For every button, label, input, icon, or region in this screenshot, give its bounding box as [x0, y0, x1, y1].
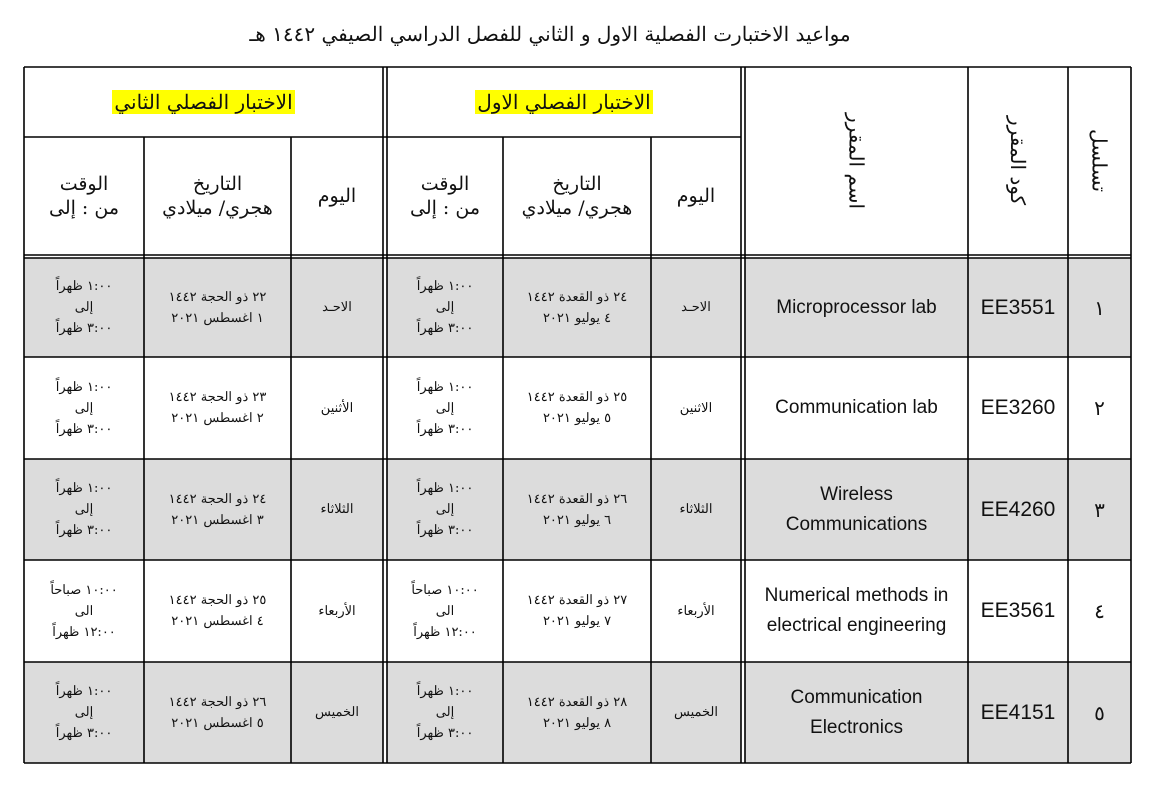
exam1-time-cell	[387, 357, 503, 459]
exam1-time-to: ٣:٠٠ ظهراً	[416, 321, 474, 336]
exam1-time-cell	[387, 258, 503, 357]
exam1-time-cell	[387, 459, 503, 560]
exam1-date-cell	[503, 357, 651, 459]
exam2-date-cell	[144, 258, 291, 357]
exam1-header-date	[503, 137, 651, 255]
exam2-time-to: ٣:٠٠ ظهراً	[55, 421, 113, 437]
exam1-time-to: ٣:٠٠ ظهراً	[416, 523, 474, 538]
exam1-date-gregorian: ٤ يوليو ٢٠٢١	[542, 310, 612, 326]
exam2-date-gregorian: ٣ اغسطس ٢٠٢١	[171, 512, 264, 528]
header-exam2-label: الاختبار الفصلي الثاني	[114, 90, 293, 114]
course-code: EE3551	[980, 295, 1056, 319]
course-name-line: Communication lab	[775, 397, 938, 418]
header-course-name-label: اسم المقرر	[844, 112, 869, 209]
exam2-day: الأثنين	[320, 400, 354, 416]
exam1-day: الثلاثاء	[679, 502, 713, 517]
exam1-time-to-word: إلى	[435, 705, 455, 720]
exam1-day: الاثنين	[679, 400, 713, 416]
exam1-time-to-word: إلى	[435, 300, 455, 315]
header-exam1	[387, 67, 741, 137]
exam1-day-cell	[651, 258, 741, 357]
exam2-time-from: ١:٠٠ ظهراً	[55, 481, 113, 496]
header-course-code	[968, 67, 1068, 255]
course-code-cell	[968, 560, 1068, 662]
exam2-date-hijri: ٢٦ ذو الحجة ١٤٤٢	[168, 694, 267, 710]
exam1-date-cell	[503, 459, 651, 560]
course-code: EE4260	[980, 497, 1056, 521]
exam2-time-to: ٣:٠٠ ظهراً	[55, 726, 113, 741]
course-code-cell	[968, 662, 1068, 763]
course-name-cell	[745, 560, 968, 662]
exam2-day: الأربعاء	[318, 603, 356, 619]
exam2-header-time	[24, 137, 144, 255]
exam2-time-from: ١:٠٠ ظهراً	[55, 279, 113, 294]
exam1-day-cell	[651, 662, 741, 763]
course-name-line: Electronics	[810, 716, 903, 738]
exam1-header-day-label: اليوم	[676, 185, 716, 207]
header-course-name	[745, 67, 968, 255]
exam2-date-hijri: ٢٤ ذو الحجة ١٤٤٢	[168, 491, 267, 507]
exam2-time-to-word: إلى	[74, 400, 94, 416]
course-code: EE3561	[980, 599, 1056, 622]
exam1-time-to: ٣:٠٠ ظهراً	[416, 726, 474, 741]
exam1-time-from: ١٠:٠٠ صباحاً	[411, 582, 479, 598]
exam1-date-cell	[503, 560, 651, 662]
header-exam1-label: الاختبار الفصلي الاول	[477, 90, 651, 114]
exam1-time-from: ١:٠٠ ظهراً	[416, 481, 474, 496]
exam2-day: الاحـد	[322, 300, 352, 315]
course-code-cell	[968, 459, 1068, 560]
course-name-line: Microprocessor lab	[776, 296, 937, 318]
exam1-date-cell	[503, 258, 651, 357]
exam2-time-to-word: إلى	[74, 502, 94, 517]
exam1-date-cell	[503, 662, 651, 763]
exam1-day-cell	[651, 459, 741, 560]
exam1-time-cell	[387, 560, 503, 662]
exam2-time-to: ٣:٠٠ ظهراً	[55, 321, 113, 336]
exam1-header-time-sublabel: من : إلى	[409, 197, 481, 219]
course-name-cell	[745, 459, 968, 560]
exam1-day-cell	[651, 560, 741, 662]
exam2-header-date-label: التاريخ	[192, 173, 243, 195]
course-name-line: Numerical methods in	[764, 585, 949, 606]
serial-number: ١	[1094, 295, 1105, 320]
exam2-time-from: ١:٠٠ ظهراً	[55, 379, 113, 395]
exam2-time-to: ٣:٠٠ ظهراً	[55, 523, 113, 538]
course-name-cell	[745, 662, 968, 763]
header-serial-label: تسلسل	[1087, 129, 1112, 193]
course-name-line: electrical engineering	[766, 615, 947, 636]
header-exam2	[24, 67, 383, 137]
exam1-date-hijri: ٢٦ ذو القعدة ١٤٤٢	[526, 491, 628, 507]
exam1-time-from: ١:٠٠ ظهراً	[416, 379, 474, 395]
exam2-header-day-label: اليوم	[317, 185, 357, 207]
serial-number: ٤	[1094, 599, 1105, 623]
exam1-header-time	[387, 137, 503, 255]
exam1-time-cell	[387, 662, 503, 763]
serial-number: ٥	[1094, 700, 1105, 725]
exam2-time-cell	[24, 662, 144, 763]
exam1-date-gregorian: ٥ يوليو ٢٠٢١	[542, 411, 612, 426]
course-name-line: Communications	[785, 513, 928, 535]
exam2-header-date	[144, 137, 291, 255]
serial-cell	[1068, 459, 1131, 560]
serial-cell	[1068, 662, 1131, 763]
course-code: EE3260	[980, 396, 1056, 419]
exam1-time-from: ١:٠٠ ظهراً	[416, 279, 474, 294]
course-code: EE4151	[980, 700, 1056, 724]
exam2-date-gregorian: ٥ اغسطس ٢٠٢١	[171, 715, 264, 731]
exam2-header-time-sublabel: من : إلى	[48, 197, 120, 219]
course-name-line: Wireless	[820, 483, 893, 505]
exam2-time-cell	[24, 357, 144, 459]
exam2-date-cell	[144, 662, 291, 763]
exam2-time-to: ١٢:٠٠ ظهراً	[52, 624, 116, 640]
course-name-cell	[745, 258, 968, 357]
exam1-time-to-word: إلى	[435, 400, 455, 416]
exam1-header-day	[651, 137, 741, 255]
course-name-cell	[745, 357, 968, 459]
exam1-time-to: ٣:٠٠ ظهراً	[416, 421, 474, 437]
course-code-cell	[968, 258, 1068, 357]
exam2-date-hijri: ٢٥ ذو الحجة ١٤٤٢	[168, 593, 267, 608]
exam2-date-cell	[144, 357, 291, 459]
exam1-day: الاحـد	[681, 300, 711, 315]
exam2-day-cell	[291, 357, 383, 459]
exam2-day-cell	[291, 459, 383, 560]
exam2-date-gregorian: ٤ اغسطس ٢٠٢١	[171, 614, 264, 629]
exam1-date-hijri: ٢٥ ذو القعدة ١٤٤٢	[526, 390, 628, 405]
exam2-time-from: ١:٠٠ ظهراً	[55, 684, 113, 699]
exam2-time-from: ١٠:٠٠ صباحاً	[50, 582, 118, 598]
exam1-header-date-label: التاريخ	[552, 173, 602, 195]
header-serial	[1068, 67, 1131, 255]
exam2-time-to-word: إلى	[74, 705, 94, 720]
header-course-code-label: كود المقرر	[1006, 116, 1030, 206]
exam2-date-hijri: ٢٢ ذو الحجة ١٤٤٢	[168, 289, 267, 305]
exam1-date-hijri: ٢٤ ذو القعدة ١٤٤٢	[526, 289, 628, 305]
exam2-header-date-sublabel: هجري/ ميلادي	[162, 197, 273, 219]
exam2-date-gregorian: ١ اغسطس ٢٠٢١	[171, 310, 264, 326]
exam1-day: الخميس	[674, 705, 718, 720]
exam1-date-gregorian: ٧ يوليو ٢٠٢١	[542, 614, 612, 629]
exam2-time-cell	[24, 258, 144, 357]
serial-cell	[1068, 258, 1131, 357]
exam1-header-date-sublabel: هجري/ ميلادي	[521, 197, 633, 219]
exam1-time-from: ١:٠٠ ظهراً	[416, 684, 474, 699]
exam1-date-gregorian: ٨ يوليو ٢٠٢١	[542, 715, 612, 731]
serial-cell	[1068, 560, 1131, 662]
exam1-day: الأربعاء	[677, 603, 715, 619]
course-code-cell	[968, 357, 1068, 459]
page-title: مواعيد الاختبارت الفصلية الاول و الثاني للفصل الدراسي الصيفي ١٤٤٢ هـ	[249, 22, 851, 46]
exam2-day-cell	[291, 258, 383, 357]
exam2-date-hijri: ٢٣ ذو الحجة ١٤٤٢	[168, 390, 267, 405]
course-name-line: Communication	[790, 686, 923, 708]
exam2-day-cell	[291, 662, 383, 763]
exam1-date-hijri: ٢٧ ذو القعدة ١٤٤٢	[526, 593, 628, 608]
exam1-date-hijri: ٢٨ ذو القعدة ١٤٤٢	[526, 694, 628, 710]
exam2-time-cell	[24, 459, 144, 560]
exam2-date-cell	[144, 560, 291, 662]
exam2-time-to-word: إلى	[74, 300, 94, 315]
serial-number: ٣	[1094, 497, 1105, 522]
serial-cell	[1068, 357, 1131, 459]
exam2-date-cell	[144, 459, 291, 560]
exam1-time-to-word: إلى	[435, 502, 455, 517]
exam2-time-cell	[24, 560, 144, 662]
exam1-time-to: ١٢:٠٠ ظهراً	[413, 624, 477, 640]
exam1-day-cell	[651, 357, 741, 459]
exam2-header-day	[291, 137, 383, 255]
exam2-day: الخميس	[315, 705, 359, 720]
exam1-time-to-word: الى	[435, 603, 455, 619]
exam2-day-cell	[291, 560, 383, 662]
exam1-header-time-label: الوقت	[420, 173, 470, 195]
exam2-time-to-word: الى	[74, 603, 94, 619]
exam2-date-gregorian: ٢ اغسطس ٢٠٢١	[171, 411, 264, 426]
serial-number: ٢	[1094, 396, 1105, 420]
exam1-date-gregorian: ٦ يوليو ٢٠٢١	[542, 512, 612, 528]
exam2-day: الثلاثاء	[320, 502, 354, 517]
exam2-header-time-label: الوقت	[59, 173, 109, 195]
